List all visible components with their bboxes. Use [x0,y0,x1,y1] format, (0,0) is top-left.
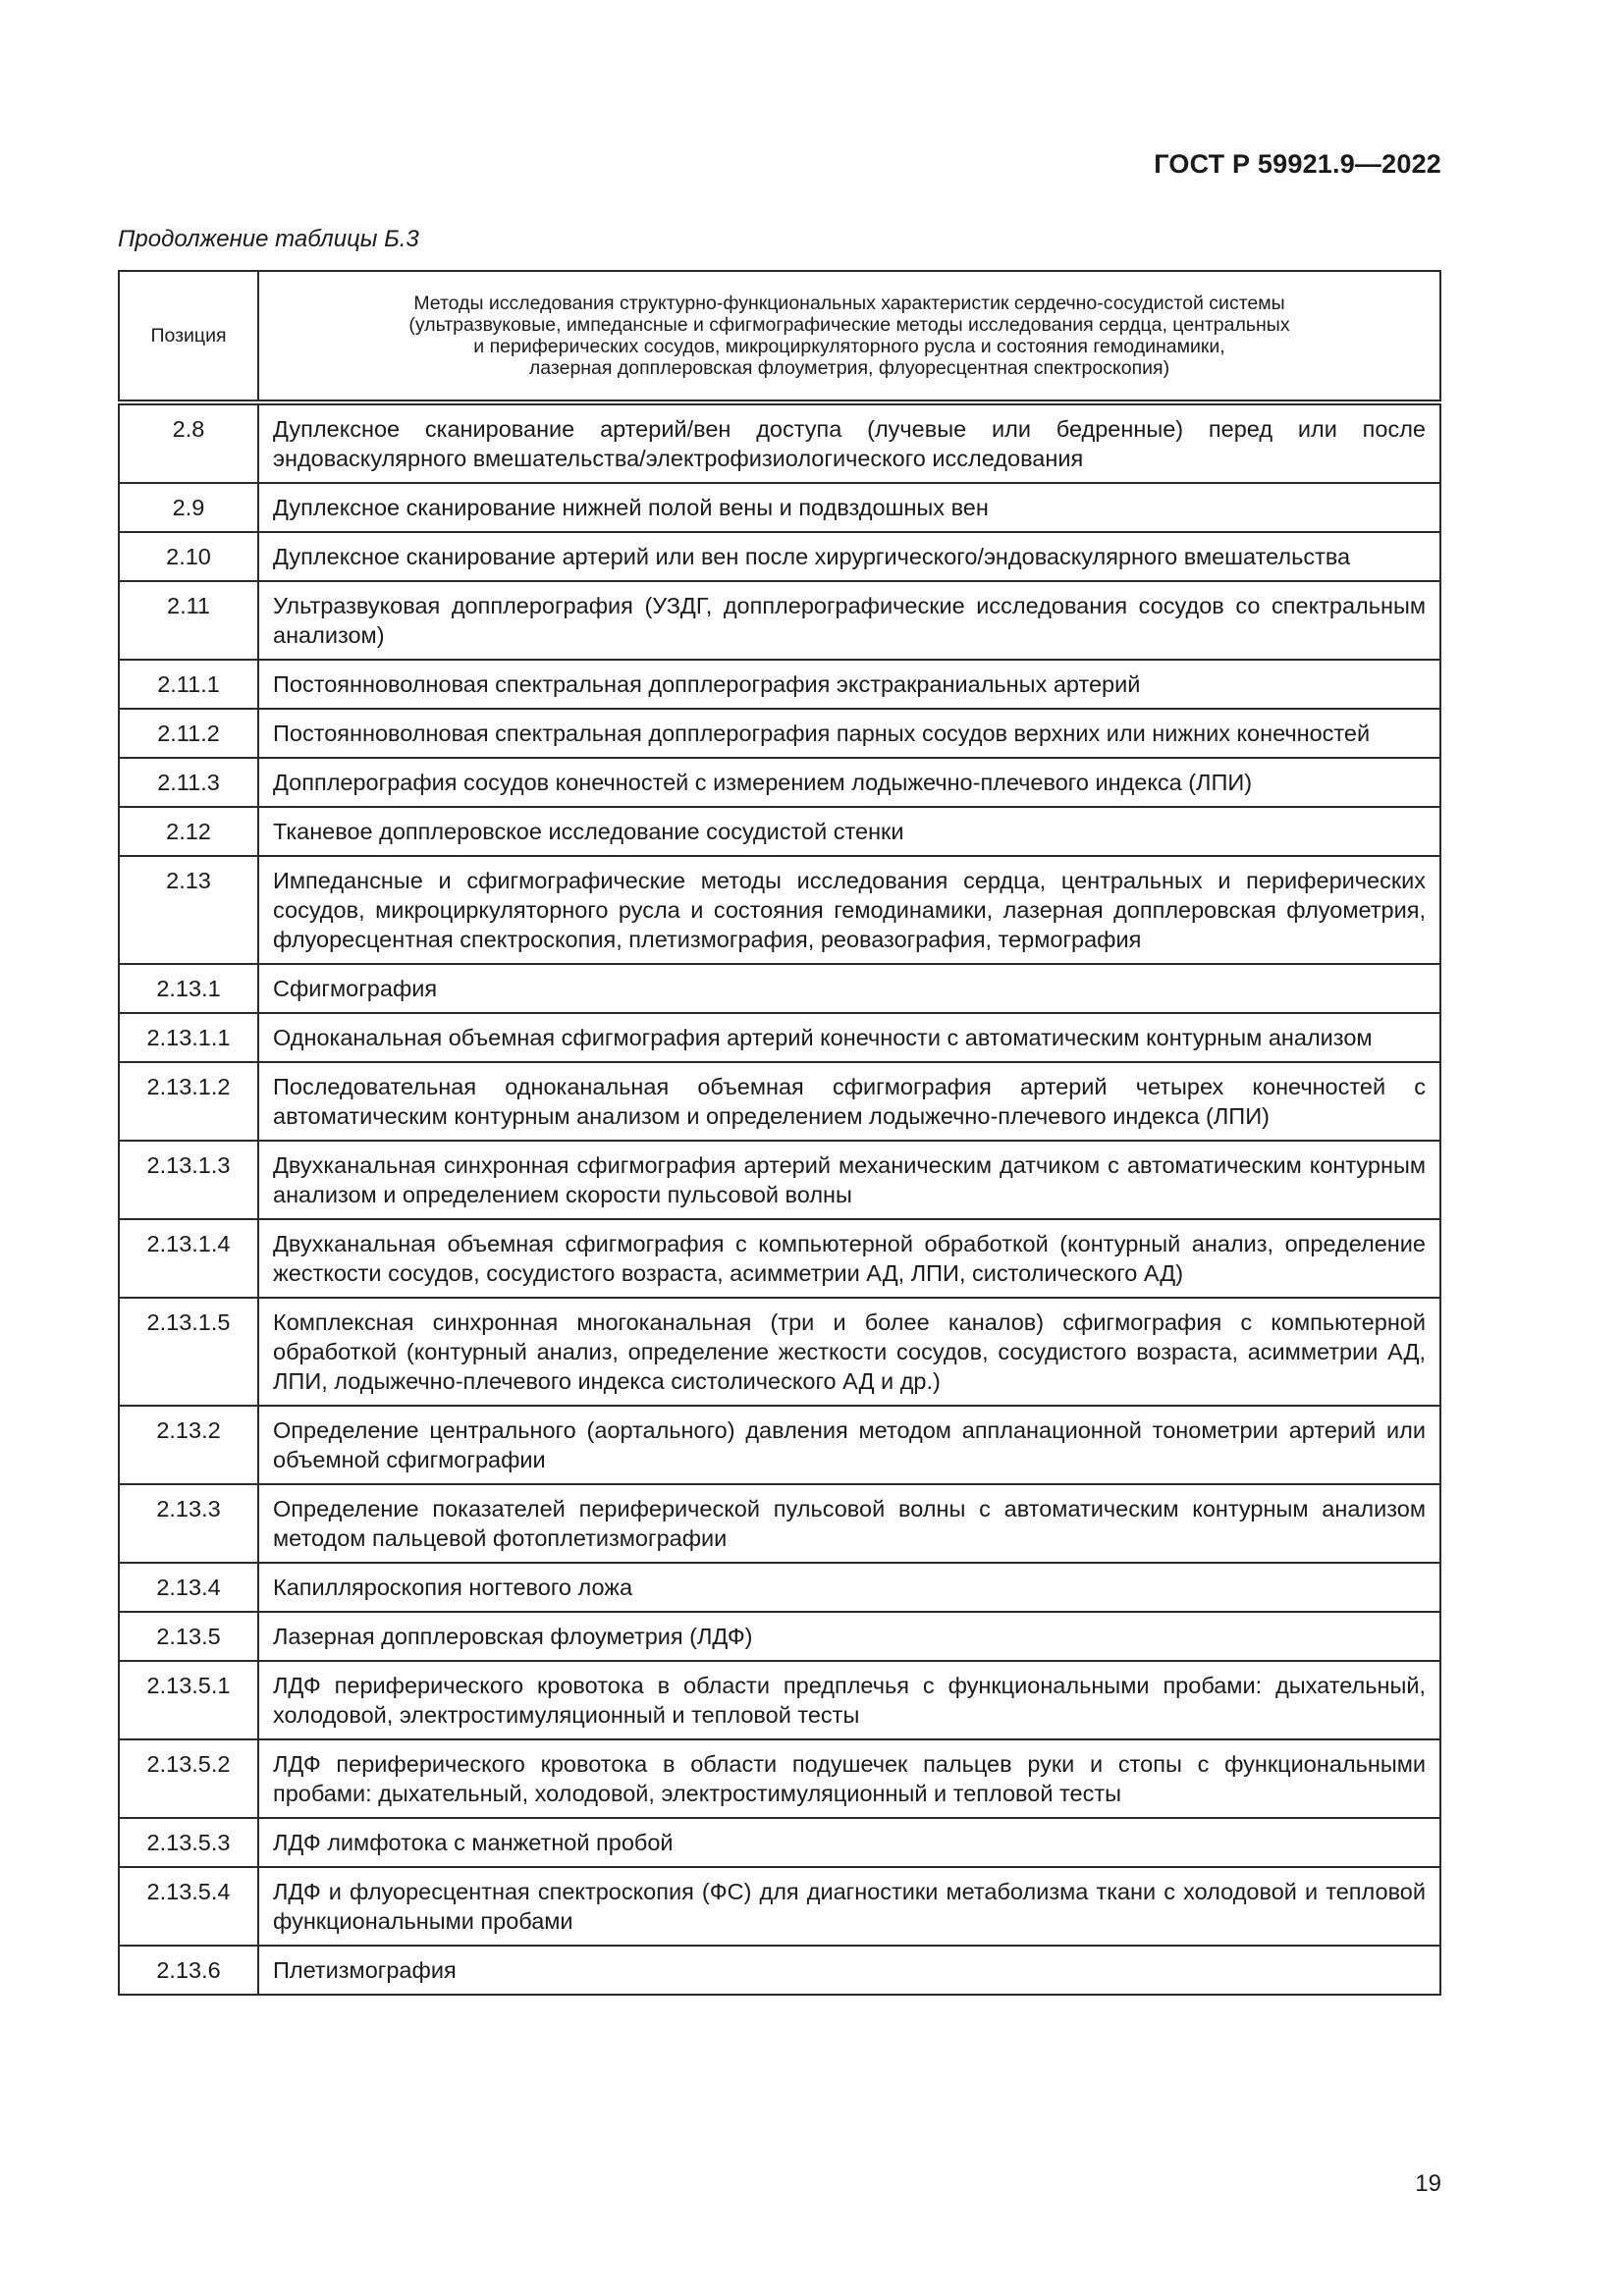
table-row [119,856,1440,964]
table-row [119,532,1440,581]
table-header-row [119,271,1440,402]
row-position: 2.13.1.4 [119,1219,258,1298]
row-text: Дуплексное сканирование артерий/вен доступа (лучевые или бедренные) перед или после эндоваскулярного вмешательства/электрофизиологического исследования [258,402,1440,483]
row-position: 2.11.1 [119,660,258,709]
row-text: Тканевое допплеровское исследование сосудистой стенки [258,807,1440,856]
row-text: Импедансные и сфигмографические методы исследования сердца, центральных и периферических сосудов, микроциркуляторного русла и состояния гемодинамики, лазерная допплеровская флуометрия, флуоресцентная спектроскопия, плетизмография, реовазография, термография [258,856,1440,964]
header-position: Позиция [119,271,258,402]
row-position: 2.13.1.1 [119,1013,258,1062]
header-methods [258,271,1440,402]
header-methods-line: лазерная допплеровская флоуметрия, флуоресцентная спектроскопия) [528,357,1170,379]
header-methods-line: Методы исследования структурно-функциональных характеристик сердечно-сосудистой системы [413,293,1285,314]
row-text: Последовательная одноканальная объемная сфигмография артерий четырех конечностей с автоматическим контурным анализом и определением лодыжечно-плечевого индекса (ЛПИ) [258,1062,1440,1141]
table-row [119,964,1440,1013]
row-text: Комплексная синхронная многоканальная (три и более каналов) сфигмография с компьютерной обработкой (контурный анализ, определение жесткости сосудов, сосудистого возраста, асимметрии АД, ЛПИ, лодыжечно-плечевого индекса систолического АД и др.) [258,1298,1440,1406]
row-text: Капилляроскопия ногтевого ложа [258,1563,1440,1612]
table-row [119,483,1440,532]
table-row [119,1946,1440,1995]
table-row [119,1867,1440,1946]
row-text: Дуплексное сканирование нижней полой вены и подвздошных вен [258,483,1440,532]
row-text: Плетизмография [258,1946,1440,1995]
document-code: ГОСТ Р 59921.9—2022 [1154,149,1441,179]
row-text: ЛДФ периферического кровотока в области предплечья с функциональными пробами: дыхательный, холодовой, электростимуляционный и тепловой тесты [258,1661,1440,1739]
table-row [119,1484,1440,1563]
row-position: 2.13.5.4 [119,1867,258,1946]
table-row [119,1062,1440,1141]
row-position: 2.10 [119,532,258,581]
row-position: 2.13.1.2 [119,1062,258,1141]
table-row [119,807,1440,856]
row-position: 2.12 [119,807,258,856]
row-text: Одноканальная объемная сфигмография артерий конечности с автоматическим контурным анализом [258,1013,1440,1062]
row-position: 2.13.5.1 [119,1661,258,1739]
row-text: Двухканальная синхронная сфигмография артерий механическим датчиком с автоматическим контурным анализом и определением скорости пульсовой волны [258,1141,1440,1219]
table-row [119,1406,1440,1484]
row-text: ЛДФ и флуоресцентная спектроскопия (ФС) для диагностики метаболизма ткани с холодовой и тепловой функциональными пробами [258,1867,1440,1946]
row-position: 2.13.5.2 [119,1739,258,1818]
row-position: 2.11.3 [119,758,258,807]
table-row [119,709,1440,758]
row-text: Лазерная допплеровская флоуметрия (ЛДФ) [258,1612,1440,1661]
row-text: Допплерография сосудов конечностей с измерением лодыжечно-плечевого индекса (ЛПИ) [258,758,1440,807]
row-position: 2.13.1.5 [119,1298,258,1406]
table-row [119,660,1440,709]
row-position: 2.8 [119,402,258,483]
methods-table [118,270,1441,1996]
table-row [119,758,1440,807]
row-position: 2.13.4 [119,1563,258,1612]
page-number: 19 [1415,2170,1441,2197]
table-row [119,1612,1440,1661]
row-position: 2.13.3 [119,1484,258,1563]
row-text: Постоянноволновая спектральная допплерография парных сосудов верхних или нижних конечностей [258,709,1440,758]
row-text: Постоянноволновая спектральная допплерография экстракраниальных артерий [258,660,1440,709]
table-row [119,402,1440,483]
row-position: 2.13.1.3 [119,1141,258,1219]
row-position: 2.13.5.3 [119,1818,258,1867]
row-text: ЛДФ периферического кровотока в области подушечек пальцев руки и стопы с функциональными пробами: дыхательный, холодовой, электростимуляционный и тепловой тесты [258,1739,1440,1818]
row-position: 2.13.6 [119,1946,258,1995]
table-row [119,1739,1440,1818]
table-row [119,1219,1440,1298]
header-methods-line: (ультразвуковые, импедансные и сфигмографические методы исследования сердца, центральных [408,314,1290,336]
row-text: Дуплексное сканирование артерий или вен после хирургического/эндоваскулярного вмешательства [258,532,1440,581]
table-row [119,1141,1440,1219]
row-position: 2.11 [119,581,258,660]
row-text: ЛДФ лимфотока с манжетной пробой [258,1818,1440,1867]
row-text: Определение показателей периферической пульсовой волны с автоматическим контурным анализом методом пальцевой фотоплетизмографии [258,1484,1440,1563]
table-row [119,1818,1440,1867]
table-row [119,1563,1440,1612]
header-methods-line: и периферических сосудов, микроциркуляторного русла и состояния гемодинамики, [473,336,1225,357]
row-text: Определение центрального (аортального) давления методом аппланационной тонометрии артерий или объемной сфигмографии [258,1406,1440,1484]
table-caption: Продолжение таблицы Б.3 [118,226,419,252]
row-text: Ультразвуковая допплерография (УЗДГ, допплерографические исследования сосудов со спектральным анализом) [258,581,1440,660]
table-row [119,581,1440,660]
row-position: 2.13.1 [119,964,258,1013]
table-row [119,1013,1440,1062]
row-position: 2.13 [119,856,258,964]
row-position: 2.11.2 [119,709,258,758]
row-text: Сфигмография [258,964,1440,1013]
row-position: 2.13.5 [119,1612,258,1661]
row-position: 2.13.2 [119,1406,258,1484]
row-text: Двухканальная объемная сфигмография с компьютерной обработкой (контурный анализ, определение жесткости сосудов, сосудистого возраста, асимметрии АД, ЛПИ, систолического АД) [258,1219,1440,1298]
row-position: 2.9 [119,483,258,532]
table-row [119,1661,1440,1739]
table-row [119,1298,1440,1406]
